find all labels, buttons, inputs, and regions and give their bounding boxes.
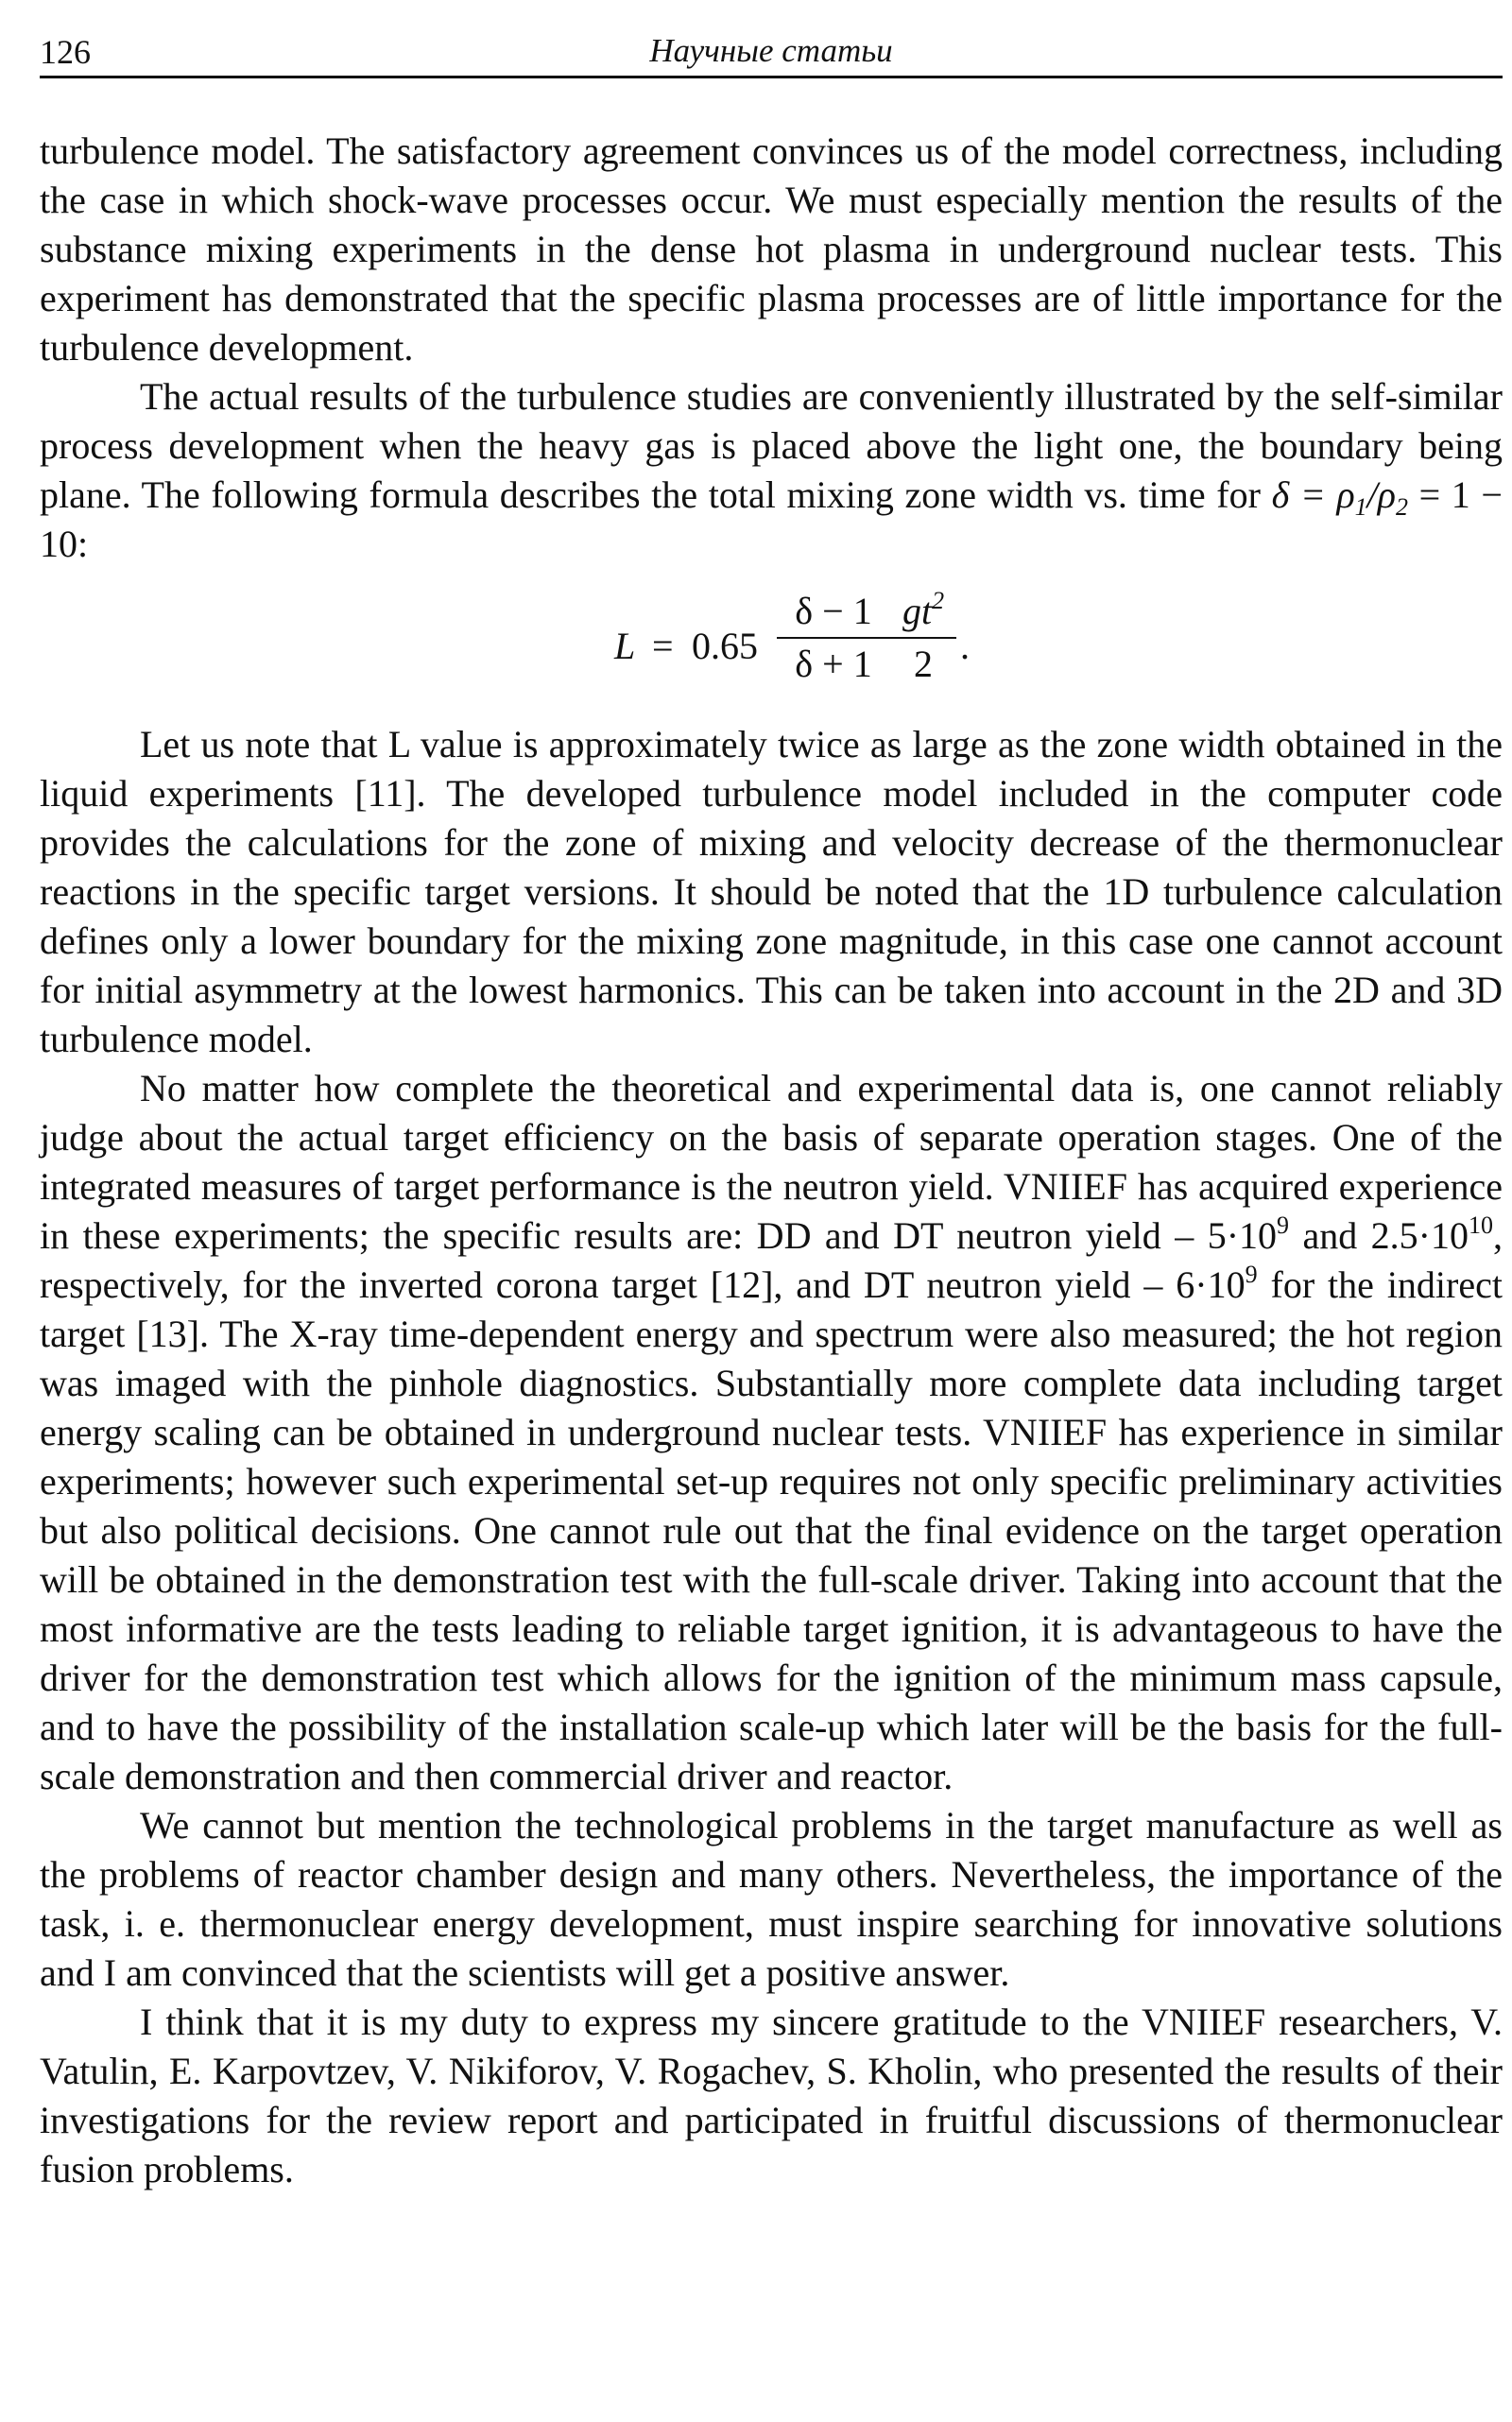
fraction-delta-numerator: δ − 1 — [777, 586, 890, 639]
paragraph-4-part-d: for the indirect target [13]. The X-ray time-dependent energy and spectrum were also measured; the hot region was imaged with the pinhole diagnostics. Substantially more complete data including target energy scaling can be obtained in underground nuclear tests. VNIIEF has experience in similar experiments; however such experimental set-up requires not only specific preliminary activities but also political decisions. One cannot rule out that the final evidence on the target operation will be obtained in the demonstration test with the full-scale driver. Taking into account that the most informative are the tests leading to reliable target ignition, it is advantageous to have the driver for the demonstration test which allows for the ignition of the minimum mass capsule, and to have the possibility of the installation scale-up which later will be the basis for the full-scale demonstration and then commercial driver and reactor. — [40, 1263, 1503, 1797]
paragraph-4-part-c: , respectively, for the inverted corona target [12], and DT neutron yield – 6·10 — [40, 1214, 1503, 1306]
indirect-yield-exponent: 9 — [1245, 1261, 1258, 1288]
paragraph-4-part-a: No matter how complete the theoretical and experimental data is, one cannot reliably judge about the actual target efficiency on the basis of separate operation stages. One of the integrated measures of target performance is the neutron yield. VNIIEF has acquired experience in these experiments; the specific results are: DD and DT neutron yield – 5·10 — [40, 1067, 1503, 1257]
fraction-gt-numerator — [890, 586, 956, 639]
density-ratio-range: = 1 − 10: — [40, 473, 1503, 565]
paragraph-2 — [40, 372, 1503, 569]
paragraph-4 — [40, 1064, 1503, 1801]
density-ratio-slash: /ρ — [1366, 473, 1396, 516]
running-title: Научные статьи — [649, 32, 893, 69]
paragraph-4-part-b: and 2.5·10 — [1289, 1214, 1469, 1257]
paragraph-1: turbulence model. The satisfactory agreement convinces us of the model correctness, including the case in which shock-wave processes occur. We must especially mention the results of the substance mixing experiments in the dense hot plasma in underground nuclear tests. This experiment has demonstrated that the specific plasma processes are of little importance for the turbulence development. — [40, 129, 1503, 369]
fraction-delta-denominator: δ + 1 — [795, 643, 872, 685]
fraction-gt-base: gt — [902, 590, 933, 632]
dt-yield-exponent: 10 — [1469, 1211, 1493, 1239]
fraction-gt-denominator: 2 — [914, 643, 933, 685]
density-ratio-expr — [1271, 473, 1408, 521]
page-number: 126 — [40, 33, 91, 71]
formula-period: . — [960, 625, 970, 667]
formula-fraction-gt — [890, 586, 956, 690]
paragraph-6: I think that it is my duty to express my sincere gratitude to the VNIIEF researchers, V. Vatulin, E. Karpovtzev, V. Nikiforov, V. Rogachev, S. Kholin, who presented the results of their investigations for the review report and participated in fruitful discussions of thermonuclear fusion problems. — [40, 2001, 1503, 2190]
paragraph-2-text: The actual results of the turbulence studies are conveniently illustrated by the self-similar process development when the heavy gas is placed above the light one, the boundary being plane. The following formula describes the total mixing zone width vs. time for — [40, 375, 1503, 516]
density-ratio-sub2: 2 — [1395, 493, 1408, 521]
article-body — [40, 127, 1503, 2194]
formula-coefficient: 0.65 — [692, 625, 758, 667]
page-header — [40, 28, 1503, 78]
dd-yield-exponent: 9 — [1277, 1211, 1290, 1239]
formula-lhs: L — [614, 625, 636, 667]
paragraph-3: Let us note that L value is approximately twice as large as the zone width obtained in the liquid experiments [11]. The developed turbulence model included in the computer code provides the calculations for the zone of mixing and velocity decrease of the thermonuclear reactions in the specific target versions. It should be noted that the 1D turbulence calculation defines only a lower boundary for the mixing zone magnitude, in this case one cannot account for initial asymmetry at the lowest harmonics. This can be taken into account in the 2D and 3D turbulence model. — [40, 723, 1503, 1060]
density-ratio-sub1: 1 — [1354, 493, 1367, 521]
formula-equals: = — [652, 625, 674, 667]
formula-fraction-delta — [777, 586, 890, 690]
density-ratio-delta: δ = ρ — [1271, 473, 1355, 516]
mixing-zone-formula — [40, 586, 1503, 699]
paragraph-5: We cannot but mention the technological problems in the target manufacture as well as the problems of reactor chamber design and many others. Nevertheless, the importance of the task, i. e. thermonuclear energy development, must inspire searching for innovative solutions and I am convinced that the scientists will get a positive answer. — [40, 1804, 1503, 1994]
fraction-gt-exponent: 2 — [932, 587, 945, 614]
